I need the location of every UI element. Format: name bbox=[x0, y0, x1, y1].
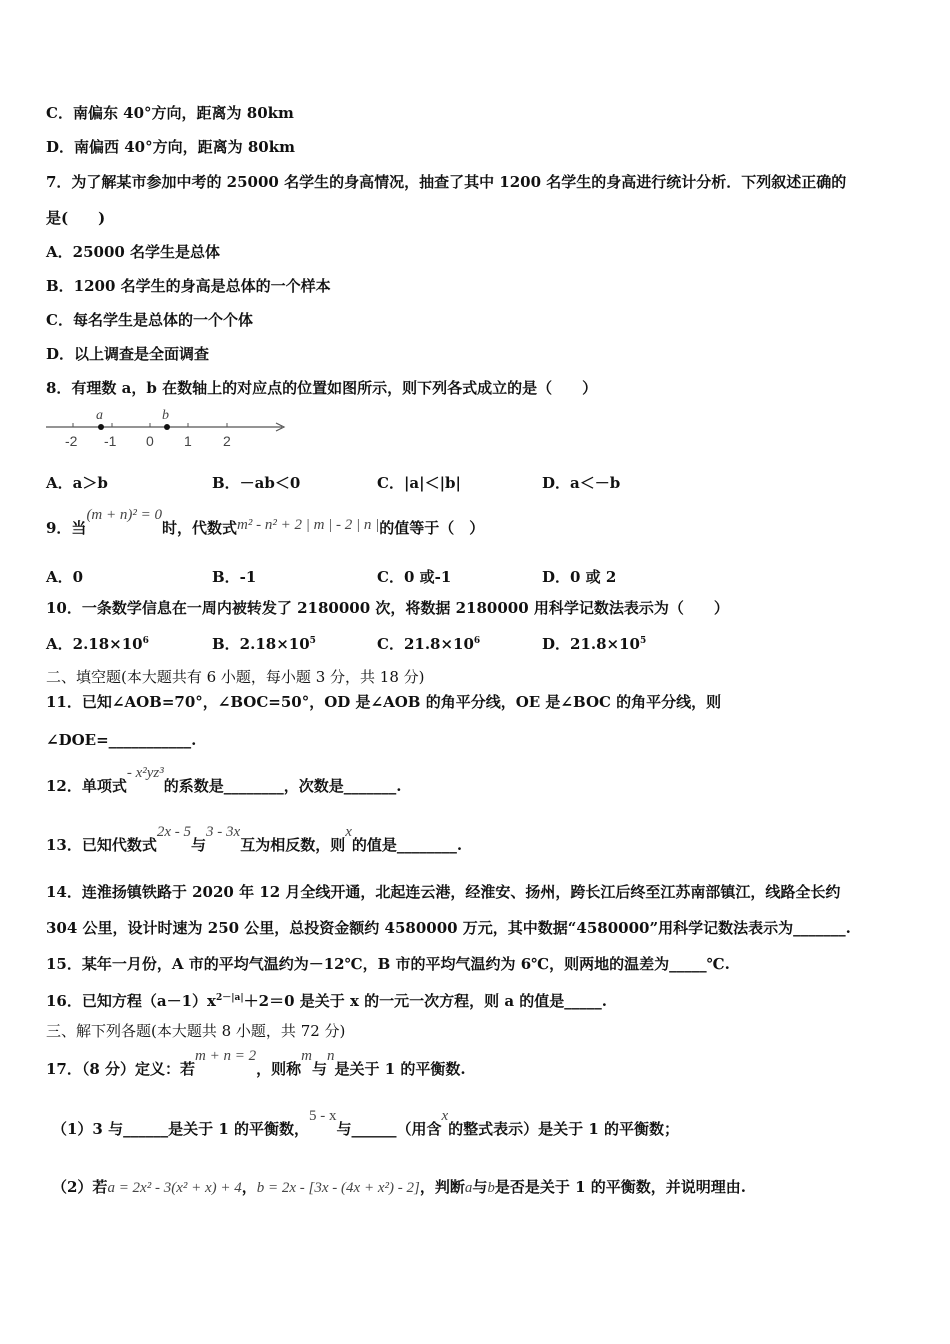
q11-line1: 11．已知∠AOB=70°，∠BOC=50°，OD 是∠AOB 的角平分线，OE 是∠BOC 的角平分线，则 bbox=[46, 693, 722, 711]
q13-suffix: 的值是________. bbox=[351, 836, 463, 854]
point-a-label: a bbox=[96, 408, 103, 423]
q10-option-c bbox=[377, 633, 480, 654]
q7-option-b: B．1200 名学生的身高是总体的一个样本 bbox=[46, 277, 331, 295]
q13-stem bbox=[46, 824, 463, 856]
q12-monomial-formula: - x²yz³ bbox=[126, 765, 164, 781]
q13-prefix: 13．已知代数式 bbox=[46, 836, 157, 854]
q16-prefix: 16．已知方程（a－1）x bbox=[46, 992, 216, 1010]
q9-option-d: D．0 或 2 bbox=[542, 568, 617, 586]
q17-part2 bbox=[52, 1177, 746, 1198]
q17-mid2: 与 bbox=[311, 1060, 327, 1078]
section-3-heading: 三、解下列各题(本大题共 8 小题，共 72 分) bbox=[46, 1022, 346, 1040]
q9-expression-formula: m² - n² + 2 | m | - 2 | n | bbox=[237, 517, 380, 533]
q9-option-a: A．0 bbox=[46, 568, 84, 586]
q13-mid2: 互为相反数，则 bbox=[240, 836, 346, 854]
q17-part2-b: ，判断 bbox=[419, 1178, 465, 1196]
q8-stem: 8．有理数 a，b 在数轴上的对应点的位置如图所示，则下列各式成立的是（ ） bbox=[46, 379, 598, 397]
q17-stem bbox=[46, 1048, 466, 1080]
q16-suffix: ＋2＝0 是关于 x 的一元一次方程，则 a 的值是_____. bbox=[243, 992, 608, 1010]
q10-option-b-base: B．2.18×10 bbox=[212, 635, 310, 653]
q6-option-c: C．南偏东 40°方向，距离为 80km bbox=[46, 104, 294, 122]
q12-prefix: 12．单项式 bbox=[46, 777, 127, 795]
axis-label-2: 2 bbox=[223, 433, 231, 449]
q17-suffix: 是关于 1 的平衡数. bbox=[334, 1060, 466, 1078]
q7-option-d: D．以上调查是全面调查 bbox=[46, 345, 210, 363]
q13-expr2-formula: 3 - 3x bbox=[206, 824, 241, 840]
point-b-label: b bbox=[162, 408, 169, 423]
q9-stem bbox=[46, 507, 485, 539]
q10-option-d-base: D．21.8×10 bbox=[542, 635, 640, 653]
q9-condition-formula: (m + n)² = 0 bbox=[86, 507, 163, 523]
q17-part2-var-a: a bbox=[464, 1180, 473, 1196]
q10-option-c-base: C．21.8×10 bbox=[377, 635, 474, 653]
q8-option-a: A．a＞b bbox=[46, 474, 108, 492]
q11-line2: ∠DOE=___________. bbox=[46, 731, 197, 749]
q17-part2-sep: ， bbox=[241, 1178, 257, 1196]
axis-label-minus-1: -1 bbox=[104, 433, 117, 449]
axis-label-1: 1 bbox=[184, 433, 192, 449]
q8-option-d: D．a＜－b bbox=[542, 474, 621, 492]
q17-part1 bbox=[52, 1108, 680, 1140]
q10-option-b-exp: 5 bbox=[309, 636, 316, 646]
q9-prefix: 9．当 bbox=[46, 519, 87, 537]
q12-stem bbox=[46, 765, 402, 797]
q12-suffix: 的系数是________，次数是_______. bbox=[163, 777, 402, 795]
q17-part2-var-b: b bbox=[487, 1180, 495, 1196]
q17-part2-formula-a: a = 2x² - 3(x² + x) + 4 bbox=[107, 1180, 242, 1196]
q16-stem bbox=[46, 988, 607, 1011]
q10-option-d-exp: 5 bbox=[639, 636, 647, 646]
q17-part2-a: （2）若 bbox=[52, 1178, 108, 1196]
q9-option-c: C．0 或-1 bbox=[377, 568, 452, 586]
q13-var-x: x bbox=[345, 824, 352, 840]
q8-option-c: C．|a|＜|b| bbox=[377, 474, 461, 492]
q7-stem-line2: 是( ) bbox=[46, 209, 106, 227]
q17-part1-b: 与______（用含 bbox=[336, 1120, 442, 1138]
q10-option-d bbox=[542, 633, 646, 654]
q10-option-c-exp: 6 bbox=[473, 636, 481, 646]
q17-part2-c: 是否是关于 1 的平衡数，并说明理由. bbox=[494, 1178, 746, 1196]
point-b-dot bbox=[164, 424, 170, 430]
q17-part2-formula-b: b = 2x - [3x - (4x + x²) - 2] bbox=[256, 1180, 420, 1196]
number-line-figure bbox=[44, 404, 294, 452]
axis-label-0: 0 bbox=[146, 433, 154, 449]
point-a-dot bbox=[98, 424, 104, 430]
q10-option-a-exp: 6 bbox=[142, 636, 149, 646]
q13-expr1-formula: 2x - 5 bbox=[156, 824, 192, 840]
q10-option-a bbox=[46, 633, 149, 654]
q9-suffix: 的值等于（ ） bbox=[379, 519, 485, 537]
q17-mid1: ，则称 bbox=[256, 1060, 302, 1078]
q10-option-b bbox=[212, 633, 316, 654]
q17-part1-a: （1）3 与______是关于 1 的平衡数， bbox=[52, 1120, 309, 1138]
axis-label-minus-2: -2 bbox=[65, 433, 78, 449]
section-2-heading: 二、填空题(本大题共有 6 小题，每小题 3 分，共 18 分) bbox=[46, 668, 425, 686]
q7-option-c: C．每名学生是总体的一个个体 bbox=[46, 311, 253, 329]
q17-condition-formula: m + n = 2 bbox=[195, 1048, 257, 1064]
q10-option-a-base: A．2.18×10 bbox=[46, 635, 143, 653]
q14-line1: 14．连淮扬镇铁路于 2020 年 12 月全线开通，北起连云港，经淮安、扬州，跨长江后终至江苏南部镇江，线路全长约 bbox=[46, 883, 841, 901]
q14-line2: 304 公里，设计时速为 250 公里，总投资金额约 4580000 万元，其中数据“4580000”用科学记数法表示为_______. bbox=[46, 919, 851, 937]
q17-part1-formula: 5 - x bbox=[308, 1108, 337, 1124]
q17-part2-mid: 与 bbox=[472, 1178, 488, 1196]
q10-stem: 10．一条数学信息在一周内被转发了 2180000 次，将数据 2180000 用科学记数法表示为（ ） bbox=[46, 599, 729, 617]
q17-prefix: 17．（8 分）定义：若 bbox=[46, 1060, 196, 1078]
q15-stem: 15．某年一月份，A 市的平均气温约为－12℃，B 市的平均气温约为 6℃，则两地的温差为_____℃. bbox=[46, 955, 730, 973]
q7-option-a: A．25000 名学生是总体 bbox=[46, 243, 221, 261]
q13-mid1: 与 bbox=[191, 836, 207, 854]
q17-part1-c: 的整式表示）是关于 1 的平衡数； bbox=[448, 1120, 680, 1138]
q9-option-b: B．-1 bbox=[212, 568, 257, 586]
q9-mid: 时，代数式 bbox=[162, 519, 238, 537]
q17-var-n: n bbox=[327, 1048, 335, 1064]
q16-exponent: 2－|a| bbox=[215, 993, 244, 1003]
q17-var-m: m bbox=[301, 1048, 312, 1064]
q17-part1-var-x: x bbox=[441, 1108, 449, 1124]
q7-stem-line1: 7．为了解某市参加中考的 25000 名学生的身高情况，抽查了其中 1200 名学生的身高进行统计分析．下列叙述正确的 bbox=[46, 173, 847, 191]
q8-option-b: B．－ab＜0 bbox=[212, 474, 301, 492]
q6-option-d: D．南偏西 40°方向，距离为 80km bbox=[46, 138, 295, 156]
